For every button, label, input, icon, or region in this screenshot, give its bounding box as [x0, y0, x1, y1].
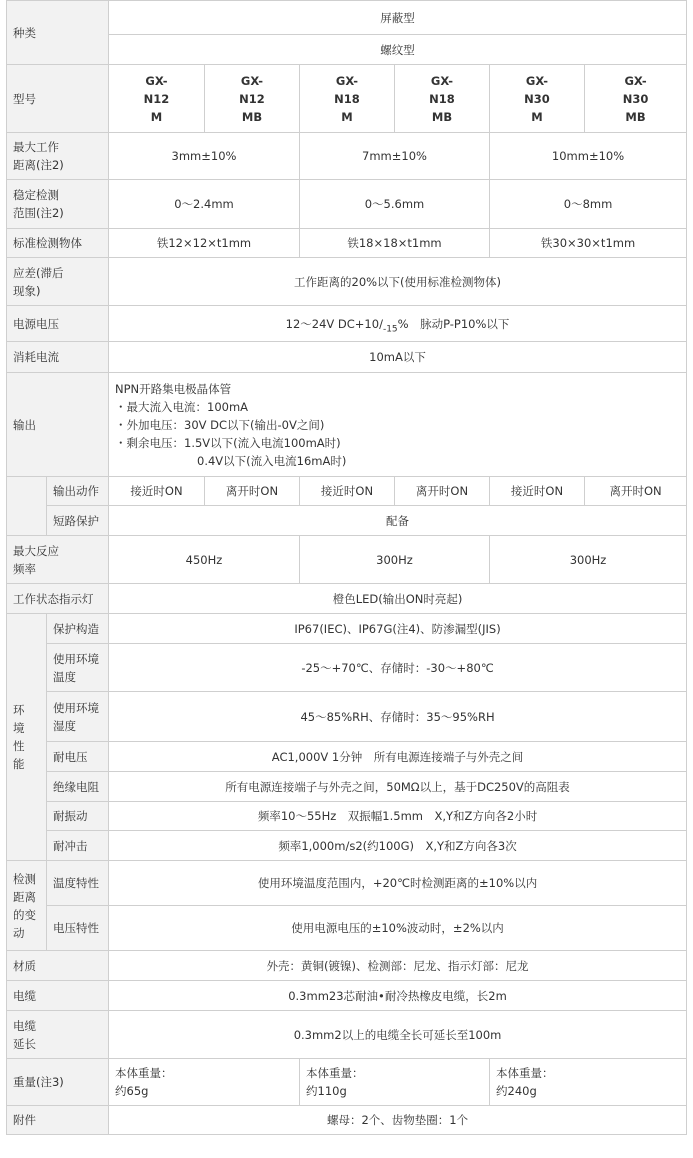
type-row	[7, 1, 687, 35]
voltage-characteristic-value: 使用电源电压的±10%波动时，±2%以内	[109, 906, 687, 951]
voltage-withstand-label: 耐电压	[47, 742, 109, 772]
material-label: 材质	[7, 951, 109, 981]
stable-range-label: 稳定检测 范围(注2)	[7, 180, 109, 229]
supply-voltage-row	[7, 306, 687, 342]
response-freq-value: 450Hz	[109, 536, 300, 584]
cable-extension-value: 0.3mm2以上的电缆全长可延长至100m	[109, 1011, 687, 1059]
voltage-withstand-value: AC1,000V 1分钟 所有电源连接端子与外壳之间	[109, 742, 687, 772]
hysteresis-row	[7, 258, 687, 306]
stable-range-value: 0～8mm	[490, 180, 687, 229]
response-freq-value: 300Hz	[300, 536, 490, 584]
max-distance-row	[7, 133, 687, 180]
env-temperature-label: 使用环境 温度	[47, 644, 109, 692]
accessory-label: 附件	[7, 1106, 109, 1135]
output-label: 输出	[7, 373, 109, 477]
standard-object-value: 铁12×12×t1mm	[109, 229, 300, 258]
model-label: 型号	[7, 65, 109, 133]
current-value: 10mA以下	[109, 342, 687, 373]
spec-table	[6, 0, 687, 1135]
hysteresis-label: 应差(滞后 现象)	[7, 258, 109, 306]
current-label: 消耗电流	[7, 342, 109, 373]
material-value: 外壳：黄铜(镀镍)、检测部：尼龙、指示灯部：尼龙	[109, 951, 687, 981]
max-distance-value: 10mm±10%	[490, 133, 687, 180]
type-label: 种类	[7, 1, 109, 65]
output-row	[7, 373, 687, 477]
protection-row	[7, 614, 687, 644]
indicator-value: 橙色LED(输出ON时亮起)	[109, 584, 687, 614]
output-action-value: 离开时ON	[395, 477, 490, 506]
supply-voltage-value: 12～24V $DC+10/_{-15}\%$ 脉动P-P10%以下	[109, 306, 687, 342]
model-cell: GX- N12 M	[109, 65, 205, 133]
indicator-row	[7, 584, 687, 614]
cable-extension-row	[7, 1011, 687, 1059]
insulation-label: 绝缘电阻	[47, 772, 109, 802]
standard-object-value: 铁18×18×t1mm	[300, 229, 490, 258]
stable-range-value: 0～5.6mm	[300, 180, 490, 229]
temp-characteristic-value: 使用环境温度范围内，+20℃时检测距离的±10%以内	[109, 861, 687, 906]
temp-characteristic-row	[7, 861, 687, 906]
model-cell: GX- N18 M	[300, 65, 395, 133]
vibration-value: 频率10～55Hz 双振幅1.5mm X,Y和Z方向各2小时	[109, 802, 687, 831]
vibration-label: 耐振动	[47, 802, 109, 831]
protection-label: 保护构造	[47, 614, 109, 644]
material-row	[7, 951, 687, 981]
insulation-row	[7, 772, 687, 802]
output-action-value: 离开时ON	[205, 477, 300, 506]
cable-label: 电缆	[7, 981, 109, 1011]
insulation-value: 所有电源连接端子与外壳之间，50MΩ以上，基于DC250V的高阻表	[109, 772, 687, 802]
max-distance-value: 3mm±10%	[109, 133, 300, 180]
output-action-value: 离开时ON	[585, 477, 687, 506]
model-cell: GX- N30 MB	[585, 65, 687, 133]
weight-value: 本体重量： 约240g	[490, 1059, 687, 1106]
weight-value: 本体重量： 约65g	[109, 1059, 300, 1106]
accessory-row	[7, 1106, 687, 1135]
voltage-withstand-row	[7, 742, 687, 772]
response-freq-row	[7, 536, 687, 584]
environment-label: 环 境 性 能	[7, 614, 47, 861]
cable-extension-label: 电缆 延长	[7, 1011, 109, 1059]
hysteresis-value: 工作距离的20%以下(使用标准检测物体)	[109, 258, 687, 306]
accessory-value: 螺母：2个、齿物垫圈：1个	[109, 1106, 687, 1135]
output-sub-group	[7, 477, 47, 536]
cable-row	[7, 981, 687, 1011]
weight-label: 重量(注3)	[7, 1059, 109, 1106]
type-row-2	[7, 35, 687, 65]
output-action-value: 接近时ON	[300, 477, 395, 506]
env-temperature-row	[7, 644, 687, 692]
temp-characteristic-label: 温度特性	[47, 861, 109, 906]
supply-voltage-label: 电源电压	[7, 306, 109, 342]
stable-range-row	[7, 180, 687, 229]
type-shielded: 屏蔽型	[109, 1, 687, 35]
model-row	[7, 65, 687, 133]
output-action-label: 输出动作	[47, 477, 109, 506]
shock-label: 耐冲击	[47, 831, 109, 861]
shock-row	[7, 831, 687, 861]
output-value: NPN开路集电极晶体管 ・最大流入电流：100mA ・外加电压：30V DC以下(输出-0V之间) ・剩余电压：1.5V以下(流入电流100mA时) 0.4V以下(流入电流16mA时)	[109, 373, 687, 477]
cable-value: 0.3mm23芯耐油•耐冷热橡皮电缆，长2m	[109, 981, 687, 1011]
max-distance-value: 7mm±10%	[300, 133, 490, 180]
model-cell: GX- N12 MB	[205, 65, 300, 133]
stable-range-value: 0～2.4mm	[109, 180, 300, 229]
response-freq-value: 300Hz	[490, 536, 687, 584]
protection-value: IP67(IEC)、IP67G(注4)、防渗漏型(JIS)	[109, 614, 687, 644]
output-action-value: 接近时ON	[490, 477, 585, 506]
short-protect-label: 短路保护	[47, 506, 109, 536]
model-cell: GX- N18 MB	[395, 65, 490, 133]
weight-value: 本体重量： 约110g	[300, 1059, 490, 1106]
response-freq-label: 最大反应 频率	[7, 536, 109, 584]
env-temperature-value: -25～+70℃、存储时：-30～+80℃	[109, 644, 687, 692]
current-row	[7, 342, 687, 373]
distance-variation-label: 检测 距离 的变 动	[7, 861, 47, 951]
short-protect-value: 配备	[109, 506, 687, 536]
indicator-label: 工作状态指示灯	[7, 584, 109, 614]
voltage-characteristic-row	[7, 906, 687, 951]
voltage-characteristic-label: 电压特性	[47, 906, 109, 951]
weight-row	[7, 1059, 687, 1106]
standard-object-row	[7, 229, 687, 258]
max-distance-label: 最大工作 距离(注2)	[7, 133, 109, 180]
standard-object-value: 铁30×30×t1mm	[490, 229, 687, 258]
standard-object-label: 标准检测物体	[7, 229, 109, 258]
output-action-value: 接近时ON	[109, 477, 205, 506]
model-cell: GX- N30 M	[490, 65, 585, 133]
env-humidity-value: 45～85%RH、存储时：35～95%RH	[109, 692, 687, 742]
short-protect-row	[7, 506, 687, 536]
shock-value: 频率1,000m/s2(约100G) X,Y和Z方向各3次	[109, 831, 687, 861]
env-humidity-label: 使用环境 湿度	[47, 692, 109, 742]
type-threaded: 螺纹型	[109, 35, 687, 65]
vibration-row	[7, 802, 687, 831]
env-humidity-row	[7, 692, 687, 742]
output-action-row	[7, 477, 687, 506]
